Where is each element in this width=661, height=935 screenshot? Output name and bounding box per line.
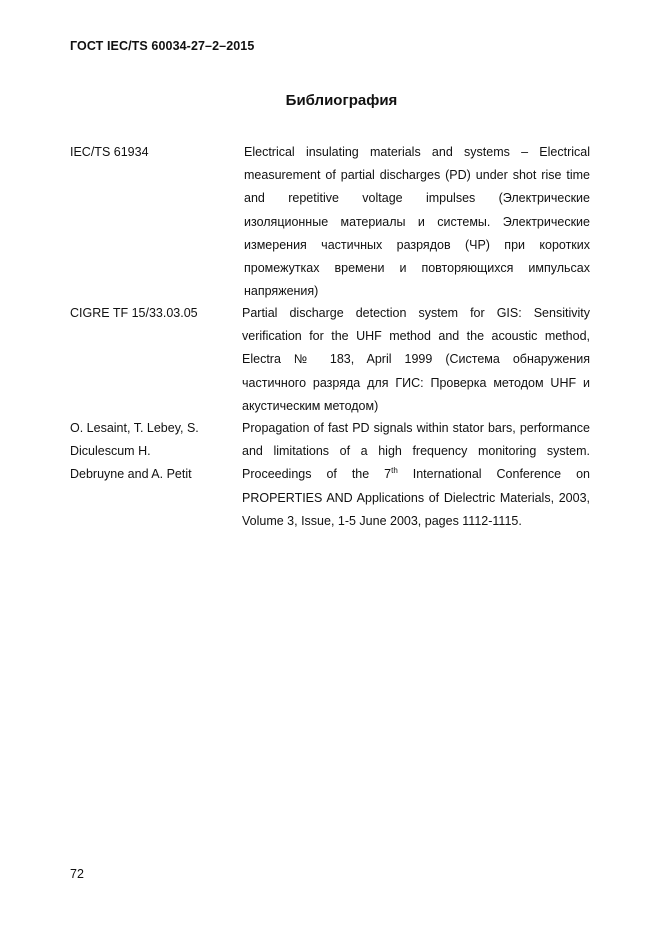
- bibliography-description: [242, 417, 590, 533]
- standard-code-header: ГОСТ IEC/TS 60034-27–2–2015: [70, 39, 255, 53]
- page-number: 72: [70, 867, 84, 881]
- description-text: Propagation of fast PD signals within stator bars, performance and limitations of a high frequency monitoring system. Proceedings of the 7: [242, 421, 590, 482]
- bibliography-reference: [70, 302, 230, 325]
- bibliography-reference: [70, 141, 230, 164]
- page-title: Библиография: [285, 92, 398, 109]
- ordinal-superscript: th: [391, 466, 398, 476]
- bibliography-entry: [70, 417, 590, 533]
- bibliography-description: Electrical insulating materials and systems – Electrical measurement of partial discharges (PD) under shot rise time and repetitive voltage impulses (Электрические изоляционные материалы и системы. Электрические измерения частичных разрядов (ЧР) при коротких промежутках времени и повторяющихся импульсах напряжения): [244, 145, 590, 299]
- reference-line: O. Lesaint, T. Lebey, S. Diculescum H.: [70, 421, 199, 459]
- reference-line: IEC/TS 61934: [70, 145, 149, 159]
- bibliography-description: Partial discharge detection system for GIS: Sensitivity verification for the UHF method and the acoustic method, Electra № 183, April 1999 (Система обнаружения частичного разряда для ГИС: Проверка методом UHF и акустическим методом): [242, 306, 590, 413]
- bibliography-entry: [70, 302, 590, 418]
- description-text: International Conference on PROPERTIES AND Applications of Dielectric Materials, 2003, Volume 3, Issue, 1-5 June 2003, pages 1112-1115.: [242, 467, 590, 528]
- reference-line: Debruyne and A. Petit: [70, 467, 192, 482]
- bibliography-reference: [70, 417, 230, 487]
- bibliography-entry: [70, 141, 590, 303]
- reference-line: CIGRE TF 15/33.03.05: [70, 306, 198, 320]
